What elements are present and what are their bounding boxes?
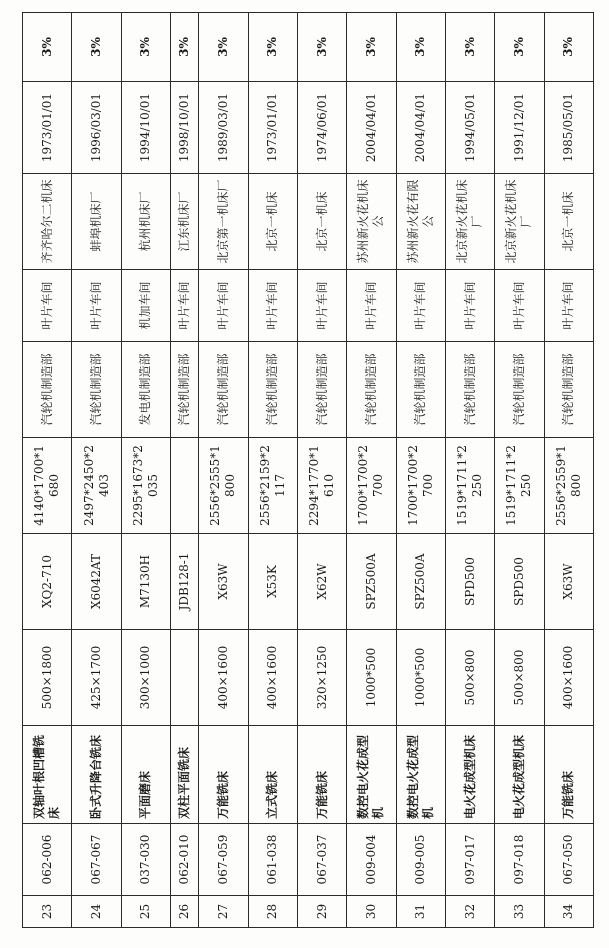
model-number-cell: X53K	[248, 534, 297, 630]
manufacturer-cell: 北京一机床	[544, 174, 593, 270]
workshop-cell: 叶片车间	[544, 270, 593, 342]
rate-cell: 3%	[199, 13, 248, 82]
workshop-cell: 叶片车间	[495, 270, 544, 342]
dimensions-cell: 4140*1700*1680	[23, 438, 72, 534]
equipment-name-cell: 电火花成型机床	[495, 726, 544, 824]
row-number-cell: 23	[23, 896, 72, 928]
commission-date-cell: 1973/01/01	[23, 82, 72, 174]
specification-cell: 500×800	[445, 630, 494, 726]
row-number-cell: 33	[495, 896, 544, 928]
workshop-cell: 叶片车间	[297, 270, 346, 342]
dimensions-cell: 2556*2159*2117	[248, 438, 297, 534]
manufacturer-cell: 北京新火花机床厂	[445, 174, 494, 270]
department-cell: 汽轮机制造部	[199, 342, 248, 438]
department-cell: 汽轮机制造部	[396, 342, 445, 438]
model-number-cell: X62W	[297, 534, 346, 630]
equipment-name-cell: 卧式升降台铣床	[72, 726, 121, 824]
department-cell: 汽轮机制造部	[445, 342, 494, 438]
manufacturer-cell: 北京一机床	[297, 174, 346, 270]
rate-cell: 3%	[495, 13, 544, 82]
commission-date-cell: 1991/12/01	[495, 82, 544, 174]
specification-cell: 320×1250	[297, 630, 346, 726]
model-number-cell: JDB128-1	[171, 534, 199, 630]
manufacturer-cell: 齐齐哈尔二机床	[23, 174, 72, 270]
asset-code-cell: 062-010	[171, 824, 199, 896]
department-cell: 汽轮机制造部	[297, 342, 346, 438]
table-row	[445, 13, 494, 928]
table-row	[199, 13, 248, 928]
commission-date-cell: 2004/04/01	[347, 82, 396, 174]
asset-code-cell: 067-067	[72, 824, 121, 896]
commission-date-cell: 1989/03/01	[199, 82, 248, 174]
row-number-cell: 30	[347, 896, 396, 928]
model-number-cell: X6042AT	[72, 534, 121, 630]
specification-cell: 300×1000	[121, 630, 170, 726]
table-row	[248, 13, 297, 928]
table-row	[396, 13, 445, 928]
row-number-cell: 25	[121, 896, 170, 928]
row-number-cell: 29	[297, 896, 346, 928]
commission-date-cell: 1985/05/01	[544, 82, 593, 174]
rate-cell: 3%	[396, 13, 445, 82]
equipment-name-cell: 万能铣床	[199, 726, 248, 824]
commission-date-cell: 2004/04/01	[396, 82, 445, 174]
model-number-cell: SPD500	[495, 534, 544, 630]
manufacturer-cell: 苏州新火花有限公	[396, 174, 445, 270]
dimensions-cell: 2556*2555*1800	[199, 438, 248, 534]
table-row	[495, 13, 544, 928]
specification-cell: 425×1700	[72, 630, 121, 726]
dimensions-cell: 2294*1770*1610	[297, 438, 346, 534]
commission-date-cell: 1996/03/01	[72, 82, 121, 174]
specification-cell	[171, 630, 199, 726]
row-number-cell: 24	[72, 896, 121, 928]
dimensions-cell: 1519*1711*2250	[445, 438, 494, 534]
model-number-cell: SPZ500A	[347, 534, 396, 630]
equipment-table	[22, 12, 594, 928]
department-cell: 汽轮机制造部	[171, 342, 199, 438]
dimensions-cell: 1519*1711*2250	[495, 438, 544, 534]
specification-cell: 500×1800	[23, 630, 72, 726]
table-row	[72, 13, 121, 928]
commission-date-cell: 1998/10/01	[171, 82, 199, 174]
dimensions-cell: 1700*1700*2700	[347, 438, 396, 534]
equipment-name-cell: 平面磨床	[121, 726, 170, 824]
asset-code-cell: 067-050	[544, 824, 593, 896]
model-number-cell: SPZ500A	[396, 534, 445, 630]
specification-cell: 1000*500	[347, 630, 396, 726]
rotated-table-wrapper	[22, 13, 594, 928]
manufacturer-cell: 北京一机床	[248, 174, 297, 270]
rate-cell: 3%	[297, 13, 346, 82]
manufacturer-cell: 杭州机床厂	[121, 174, 170, 270]
manufacturer-cell: 北京新火花机床厂	[495, 174, 544, 270]
model-number-cell: M7130H	[121, 534, 170, 630]
rate-cell: 3%	[72, 13, 121, 82]
department-cell: 汽轮机制造部	[248, 342, 297, 438]
table-row	[121, 13, 170, 928]
equipment-name-cell: 万能铣床	[544, 726, 593, 824]
manufacturer-cell: 江东机床厂	[171, 174, 199, 270]
equipment-name-cell: 双柱平面铣床	[171, 726, 199, 824]
asset-code-cell: 097-018	[495, 824, 544, 896]
rate-cell: 3%	[171, 13, 199, 82]
row-number-cell: 34	[544, 896, 593, 928]
model-number-cell: X63W	[199, 534, 248, 630]
rate-cell: 3%	[121, 13, 170, 82]
manufacturer-cell: 蚌埠机床厂	[72, 174, 121, 270]
table-row	[297, 13, 346, 928]
department-cell: 汽轮机制造部	[347, 342, 396, 438]
table-row	[171, 13, 199, 928]
model-number-cell: XQ2-710	[23, 534, 72, 630]
model-number-cell: SPD500	[445, 534, 494, 630]
department-cell: 发电机制造部	[121, 342, 170, 438]
asset-code-cell: 097-017	[445, 824, 494, 896]
manufacturer-cell: 苏州新火花机床公	[347, 174, 396, 270]
row-number-cell: 27	[199, 896, 248, 928]
workshop-cell: 叶片车间	[171, 270, 199, 342]
table-row	[544, 13, 593, 928]
workshop-cell: 叶片车间	[72, 270, 121, 342]
commission-date-cell: 1974/06/01	[297, 82, 346, 174]
commission-date-cell: 1994/10/01	[121, 82, 170, 174]
table-row	[23, 13, 72, 928]
dimensions-cell: 2295*1673*2035	[121, 438, 170, 534]
model-number-cell: X63W	[544, 534, 593, 630]
asset-code-cell: 067-059	[199, 824, 248, 896]
table-body	[23, 13, 594, 928]
equipment-name-cell: 电火花成型机床	[445, 726, 494, 824]
workshop-cell: 叶片车间	[248, 270, 297, 342]
specification-cell: 1000*500	[396, 630, 445, 726]
row-number-cell: 26	[171, 896, 199, 928]
workshop-cell: 叶片车间	[23, 270, 72, 342]
asset-code-cell: 009-004	[347, 824, 396, 896]
specification-cell: 400×1600	[544, 630, 593, 726]
department-cell: 汽轮机制造部	[544, 342, 593, 438]
dimensions-cell: 1700*1700*2700	[396, 438, 445, 534]
rate-cell: 3%	[544, 13, 593, 82]
dimensions-cell: 2556*2559*1800	[544, 438, 593, 534]
asset-code-cell: 061-038	[248, 824, 297, 896]
workshop-cell: 叶片车间	[347, 270, 396, 342]
equipment-name-cell: 双轴叶根凹槽铣床	[23, 726, 72, 824]
commission-date-cell: 1973/01/01	[248, 82, 297, 174]
department-cell: 汽轮机制造部	[495, 342, 544, 438]
asset-code-cell: 067-037	[297, 824, 346, 896]
manufacturer-cell: 北京第一机床厂	[199, 174, 248, 270]
rate-cell: 3%	[347, 13, 396, 82]
equipment-name-cell: 万能铣床	[297, 726, 346, 824]
specification-cell: 500×800	[495, 630, 544, 726]
equipment-name-cell: 数控电火花成型机	[347, 726, 396, 824]
workshop-cell: 叶片车间	[445, 270, 494, 342]
specification-cell: 400×1600	[199, 630, 248, 726]
row-number-cell: 31	[396, 896, 445, 928]
equipment-name-cell: 立式铣床	[248, 726, 297, 824]
asset-code-cell: 009-005	[396, 824, 445, 896]
rate-cell: 3%	[23, 13, 72, 82]
department-cell: 汽轮机制造部	[23, 342, 72, 438]
row-number-cell: 28	[248, 896, 297, 928]
workshop-cell: 叶片车间	[396, 270, 445, 342]
dimensions-cell	[171, 438, 199, 534]
table-row	[347, 13, 396, 928]
specification-cell: 400×1600	[248, 630, 297, 726]
equipment-name-cell: 数控电火花成型机	[396, 726, 445, 824]
department-cell: 汽轮机制造部	[72, 342, 121, 438]
workshop-cell: 叶片车间	[199, 270, 248, 342]
dimensions-cell: 2497*2450*2403	[72, 438, 121, 534]
rate-cell: 3%	[445, 13, 494, 82]
asset-code-cell: 062-006	[23, 824, 72, 896]
commission-date-cell: 1994/05/01	[445, 82, 494, 174]
workshop-cell: 机加车间	[121, 270, 170, 342]
asset-code-cell: 037-030	[121, 824, 170, 896]
row-number-cell: 32	[445, 896, 494, 928]
rate-cell: 3%	[248, 13, 297, 82]
